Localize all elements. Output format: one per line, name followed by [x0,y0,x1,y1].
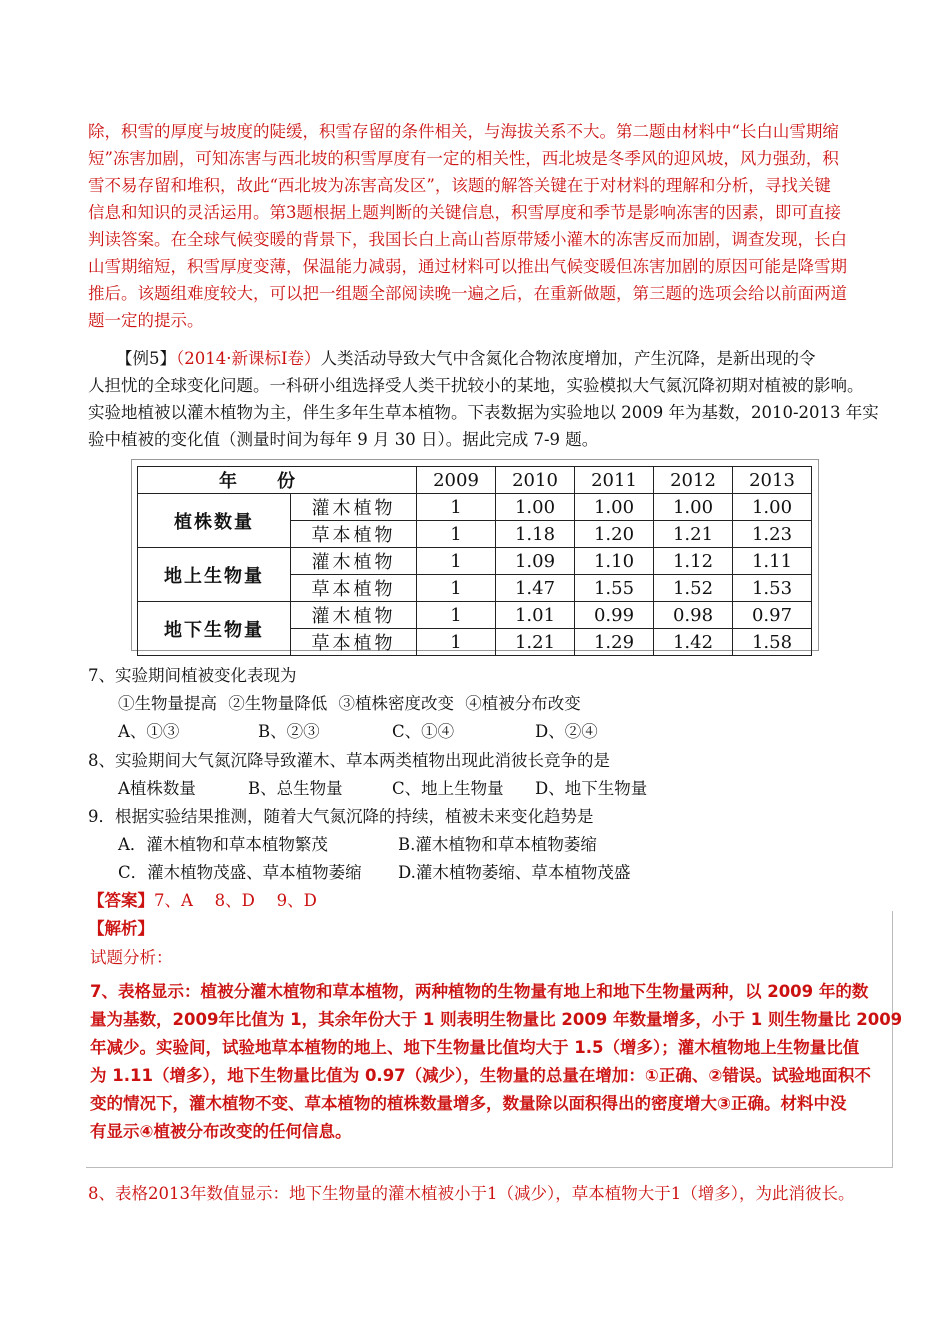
plant-cell: 草本植物 [291,521,417,548]
value-cell: 1.20 [575,521,654,548]
value-cell: 1.01 [496,602,575,629]
value-cell: 1 [417,602,496,629]
value-cell: 0.99 [575,602,654,629]
header-label: 年份 [138,467,417,494]
value-cell: 1.42 [654,629,733,656]
table-row [138,602,812,629]
answer-label: 【答案】 [88,891,154,910]
plant-cell: 灌木植物 [291,548,417,575]
value-cell: 1.00 [575,494,654,521]
answer-text: 7、A 8、D 9、D [154,891,317,910]
analysis-line: 7、表格显示：植被分灌木植物和草本植物，两种植物的生物量有地上和地下生物量两种，以 2009 年的数 [90,982,869,1001]
intro-line: 判读答案。在全球气候变暖的背景下，我国长白上高山苔原带矮小灌木的冻害反而加剧，调查发现，长白 [88,230,847,249]
value-cell: 0.97 [733,602,812,629]
question-9-option-a: A．灌木植物和草本植物繁茂 [118,835,328,854]
intro-line: 推后。该题组难度较大，可以把一组题全部阅读晚一遍之后，在重新做题，第三题的选项会给以前面两道 [88,284,847,303]
value-cell: 1.58 [733,629,812,656]
question-9-option-d: D.灌木植物萎缩、草本植物茂盛 [398,863,631,882]
analysis-label: 【解析】 [88,919,154,938]
analysis-line: 年减少。实验间，试验地草本植物的地上、地下生物量比值均大于 1.5（增多）；灌木植物地上生物量比值 [90,1038,860,1057]
plant-cell: 灌木植物 [291,602,417,629]
intro-line: 山雪期缩短，积雪厚度变薄，保温能力减弱，通过材料可以推出气候变暖但冻害加剧的原因可能是降雪期 [88,257,847,276]
year-header: 2012 [654,467,733,494]
plant-cell: 草本植物 [291,629,417,656]
question-8-option-a: A植株数量 [118,779,196,798]
answer-line [88,887,317,911]
example-stem [88,345,878,453]
year-header: 2011 [575,467,654,494]
intro-line: 除，积雪的厚度与坡度的陡缓，积雪存留的条件相关，与海拔关系不大。第二题由材料中“长白山雪期缩 [88,122,839,141]
example-text: 实验地植被以灌木植物为主，伴生多年生草本植物。下表数据为实验地以 2009 年为基数，2010-2013 年实 [88,403,879,422]
table-row [138,494,812,521]
plant-cell: 草本植物 [291,575,417,602]
value-cell: 1.52 [654,575,733,602]
value-cell: 0.98 [654,602,733,629]
value-cell: 1.55 [575,575,654,602]
value-cell: 1 [417,575,496,602]
table-header-row [138,467,812,494]
value-cell: 1.10 [575,548,654,575]
question-7-items: ①生物量提高 ②生物量降低 ③植株密度改变 ④植被分布改变 [118,694,581,713]
vegetation-table [137,466,812,656]
category-cell: 植株数量 [138,494,291,548]
question-7-option-a: A、①③ [118,722,180,741]
question-8-option-c: C、地上生物量 [392,779,504,798]
value-cell: 1.11 [733,548,812,575]
question-7-option-b: B、②③ [258,722,320,741]
year-header: 2010 [496,467,575,494]
question-8-analysis: 8、表格2013年数值显示：地下生物量的灌木植被小于1（减少），草本植物大于1（增多），为此消彼长。 [88,1184,855,1203]
example-text: 人类活动导致大气中含氮化合物浓度增加，产生沉降，是新出现的令 [320,349,816,368]
value-cell: 1.18 [496,521,575,548]
question-9-option-c: C．灌木植物茂盛、草本植物萎缩 [118,863,362,882]
analysis-subtitle: 试题分析： [90,948,173,967]
value-cell: 1.47 [496,575,575,602]
intro-line: 信息和知识的灵活运用。第3题根据上题判断的关键信息，积雪厚度和季节是影响冻害的因素，即可直接 [88,203,841,222]
value-cell: 1 [417,548,496,575]
value-cell: 1.00 [733,494,812,521]
category-cell: 地上生物量 [138,548,291,602]
value-cell: 1.00 [654,494,733,521]
example-source: （2014·新课标Ⅰ卷） [176,349,321,368]
analysis-line: 变的情况下，灌木植物不变、草本植物的植株数量增多，数量除以面积得出的密度增大③正确。材料中没 [90,1094,847,1113]
example-text: 人担忧的全球变化问题。一科研小组选择受人类干扰较小的某地，实验模拟大气氮沉降初期对植被的影响。 [88,376,864,395]
analysis-line: 为 1.11（增多），地下生物量比值为 0.97（减少），生物量的总量在增加：①正确、②错误。试验地面积不 [90,1066,871,1085]
data-table-image [131,459,819,654]
category-cell: 地下生物量 [138,602,291,656]
value-cell: 1.09 [496,548,575,575]
value-cell: 1.23 [733,521,812,548]
analysis-line: 有显示④植被分布改变的任何信息。 [90,1122,352,1141]
intro-paragraph [88,118,878,334]
value-cell: 1.00 [496,494,575,521]
year-header: 2009 [417,467,496,494]
question-8-option-d: D、地下生物量 [535,779,648,798]
question-9-option-b: B.灌木植物和草本植物萎缩 [398,835,597,854]
value-cell: 1 [417,494,496,521]
question-7-option-c: C、①④ [392,722,455,741]
plant-cell: 灌木植物 [291,494,417,521]
example-label: 【例5】 [116,349,176,368]
intro-line: 题一定的提示。 [88,311,204,330]
year-header: 2013 [733,467,812,494]
value-cell: 1 [417,521,496,548]
value-cell: 1 [417,629,496,656]
question-8-stem: 8、实验期间大气氮沉降导致灌木、草本两类植物出现此消彼长竞争的是 [88,751,610,770]
value-cell: 1.12 [654,548,733,575]
question-8-option-b: B、总生物量 [248,779,343,798]
table-row [138,548,812,575]
example-text: 验中植被的变化值（测量时间为每年 9 月 30 日）。据此完成 7-9 题。 [88,430,599,449]
question-9-stem: 9．根据实验结果推测，随着大气氮沉降的持续，植被未来变化趋势是 [88,807,594,826]
value-cell: 1.21 [496,629,575,656]
question-7-stem: 7、实验期间植被变化表现为 [88,666,297,685]
intro-line: 雪不易存留和堆积，故此“西北坡为冻害高发区”，该题的解答关键在于对材料的理解和分析，寻找关键 [88,176,831,195]
analysis-line: 量为基数，2009年比值为 1，其余年份大于 1 则表明生物量比 2009 年数量增多，小于 1 则生物量比 2009 [90,1010,903,1029]
question-7-option-d: D、②④ [535,722,598,741]
value-cell: 1.29 [575,629,654,656]
intro-line: 短”冻害加剧，可知冻害与西北坡的积雪厚度有一定的相关性，西北坡是冬季风的迎风坡，风力强劲，积 [88,149,839,168]
value-cell: 1.53 [733,575,812,602]
value-cell: 1.21 [654,521,733,548]
analysis-paragraph [90,978,903,1146]
